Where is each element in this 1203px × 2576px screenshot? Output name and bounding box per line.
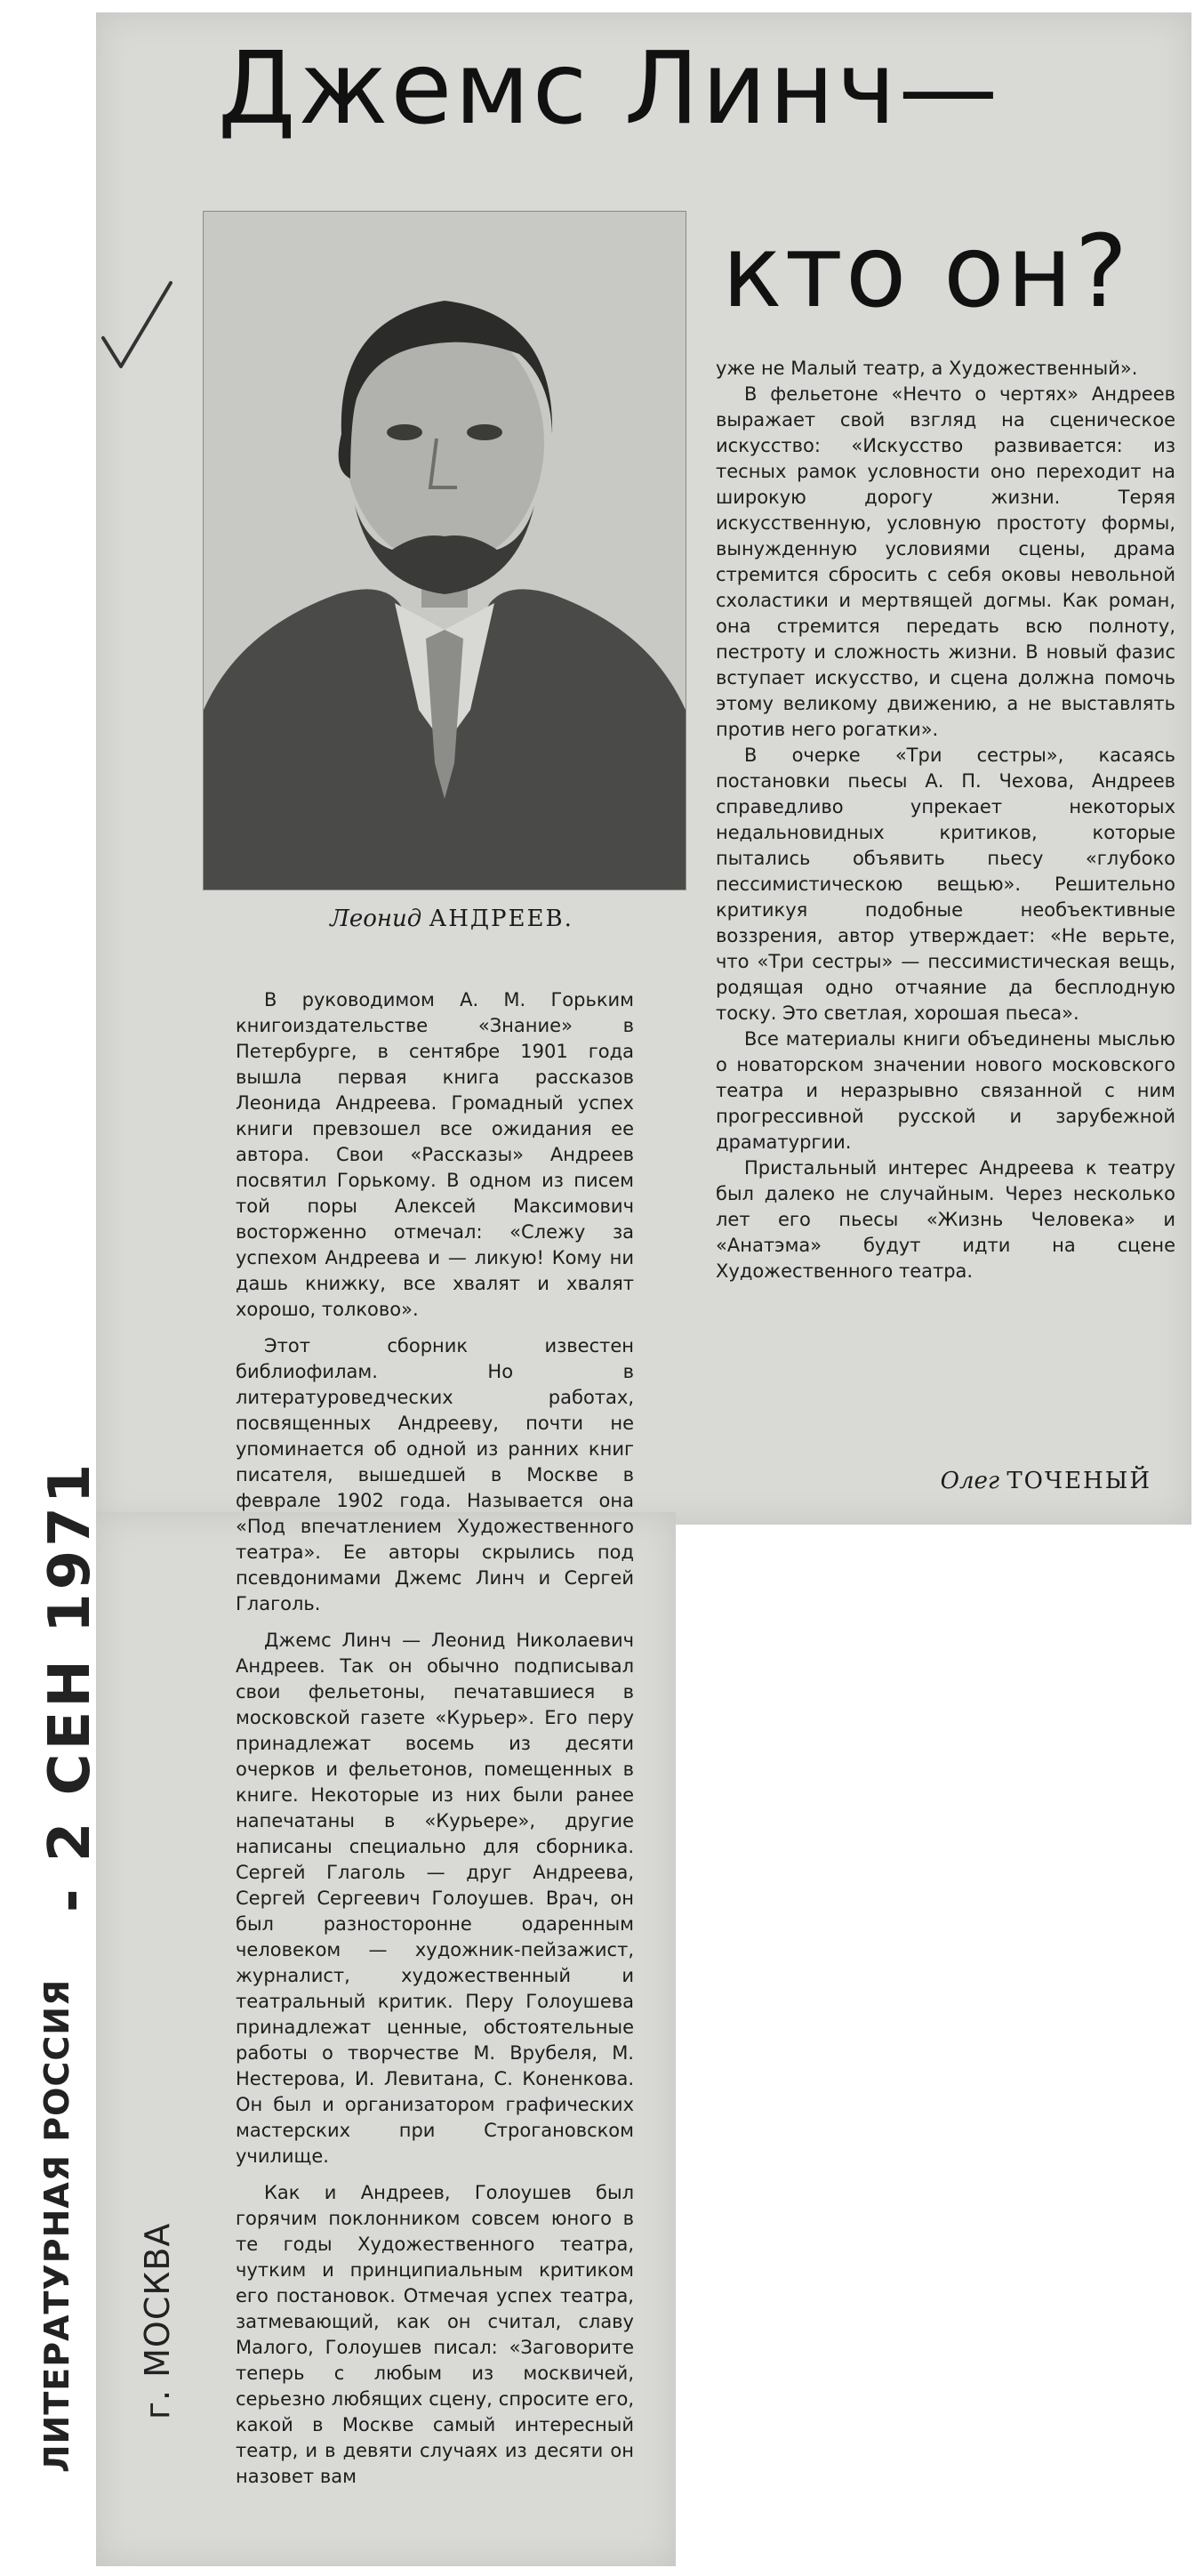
article-column-right (716, 356, 1175, 1284)
paragraph: уже не Малый театр, а Художественный». (716, 358, 1138, 379)
paragraph: В фельетоне «Нечто о чертях» Андреев выражает свой взгляд на сценическое искусство: «Искусство развивается: из тесных рамок условности оно переходит на широкую дорогу жизни. Теряя искусственную, условную простоту формы, вынужденную условиями сцены, драма стремится сбросить с себя оковы невольной схоластики и мертвящей догмы. Как роман, она стремится передать всю полноту, пестроту и сложность жизни. В новый фазис вступает искусство, и сцена должна помочь этому великому движению, а не выставлять против него рогатки». (716, 383, 1175, 740)
photo-caption (265, 906, 638, 932)
paragraph: В руководимом А. М. Горьким книгоиздательстве «Знание» в Петербурге, в сентябре 1901 года вышла первая книга рассказов Леонида Андреева. Громадный успех книги превзошел все ожидания ее автора. Свои «Рассказы» Андреев посвятил Горькому. В одном из писем той поры Алексей Максимович восторженно отмечал: «Слежу за успехом Андреева и — ликую! Кому ни дашь книжку, все хвалят и хвалят хорошо, толково». (236, 989, 634, 1320)
paragraph: Джемс Линч — Леонид Николаевич Андреев. Так он обычно подписывал свои фельетоны, печатавшиеся в московской газете «Курьер». Его перу принадлежат восемь из десяти очерков и фельетонов, помещенных в книге. Некоторые из них были ранее напечатаны в «Курьере», другие написаны специально для сборника. Сергей Глаголь — друг Андреева, Сергей Сергеевич Голоушев. Врач, он был разносторонне одаренным человеком — художник-пейзажист, журналист, художественный и театральный критик. Перу Голоушева принадлежат ценные, обстоятельные работы о творчестве М. Врубеля, М. Нестерова, И. Левитана, С. Коненкова. Он был и организатором графических мастерских при Строгановском училище. (236, 1630, 634, 2167)
date-stamp: - 2 СЕН 1971 (37, 1460, 103, 1912)
article-column-left (236, 987, 634, 2500)
author-signature (858, 1468, 1151, 1494)
publication-name: ЛИТЕРАТУРНАЯ РОССИЯ (37, 1978, 76, 2473)
headline-line-1: Джемс Линч— (218, 31, 1001, 147)
caption-name: Леонид (330, 906, 422, 932)
blank-page-area (676, 1525, 1203, 2576)
caption-surname: АНДРЕЕВ. (429, 906, 573, 932)
paragraph: Этот сборник известен библиофилам. Но в литературоведческих работах, посвященных Андрееву, почти не упоминается об одной из ранних книг писателя, вышедшей в Москве в феврале 1902 года. Называется она «Под впечатлением Художественного театра». Ее авторы скрылись под псевдонимами Джемс Линч и Сергей Глаголь. (236, 1335, 634, 1614)
paragraph: Пристальный интерес Андреева к театру был далеко не случайным. Через несколько лет его пьесы «Жизнь Человека» и «Анатэма» будут идти на сцене Художественного театра. (716, 1157, 1175, 1282)
paragraph: Все материалы книги объединены мыслью о новаторском значении нового московского театра и неразрывно связанной с ним прогрессивной русской и зарубежной драматургии. (716, 1028, 1175, 1153)
checkmark-icon (96, 276, 176, 374)
portrait-image-icon (204, 212, 686, 890)
paragraph: Как и Андреев, Голоушев был горячим поклонником совсем юного в те годы Художественного театра, чутким и принципиальным критиком его постановок. Отмечая успех театра, затмевающий, как он считал, славу Малого, Голоушев писал: «Заговорите теперь с любым из москвичей, серьезно любящих сцену, спросите его, какой в Москве самый интересный театр, и в девяти случаях из десяти он назовет вам (236, 2182, 634, 2487)
author-surname: ТОЧЕНЫЙ (1007, 1468, 1151, 1494)
portrait-photo (203, 211, 686, 890)
headline-line-2: кто он? (722, 214, 1131, 330)
author-first-name: Олег (940, 1468, 1000, 1494)
paragraph: В очерке «Три сестры», касаясь постановки пьесы А. П. Чехова, Андреев справедливо упрекает некоторых недальновидных критиков, которые пытались объявить пьесу «глубоко пессимистическою вещью». Решительно критикуя подобные необъективные воззрения, автор утверждает: «Не верьте, что «Три сестры» — пессимистическая вещь, родящая одно отчаяние да бесплодную тоску. Это светлая, хорошая пьеса». (716, 745, 1175, 1024)
publication-city: г. МОСКВА (138, 2222, 177, 2419)
